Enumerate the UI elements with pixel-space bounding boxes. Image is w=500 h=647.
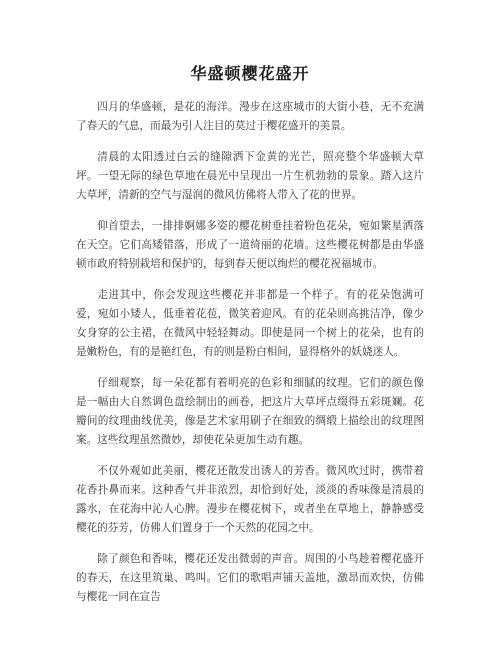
paragraph: 清晨的太阳透过白云的缝隙洒下金黄的光芒，照亮整个华盛顿大草坪。一望无际的绿色草地在晨光中呈现出一片生机勃勃的景象。踏入这片大草坪，清新的空气与湿润的微风仿佛将人带入了花的世界。 (76, 151, 424, 201)
paragraph: 走进其中，你会发现这些樱花并非都是一个样子。有的花朵饱满可爱，宛如小矮人，低垂着花苞，微笑着迎风。有的花朵则高挑洁净，像少女身穿的公主裙，在微风中轻轻舞动。即使是同一个树上的花朵，也有的是嫩粉色，有的是艳红色，有的则是粉白相间，显得格外的妖娆迷人。 (76, 289, 424, 358)
paragraph: 仔细观察，每一朵花都有着明亮的色彩和细腻的纹理。它们的颜色像是一幅由大自然调色盘绘制出的画卷，把这片大草坪点缀得五彩斑斓。花瓣间的纹理曲线优美，像是艺术家用刷子在细致的绸缎上描绘出的纹理图案。这些纹理虽然微妙，却使花朵更加生动有趣。 (76, 377, 424, 446)
paragraph: 仰首望去，一排排婀娜多姿的樱花树垂挂着粉色花朵，宛如繁星洒落在天空。它们高矮错落，形成了一道绮丽的花墙。这些樱花树都是由华盛顿市政府特别栽培和保护的，每到春天便以绚烂的樱花祝福城市。 (76, 220, 424, 270)
paragraph: 四月的华盛顿，是花的海洋。漫步在这座城市的大街小巷，无不充满了春天的气息，而最为引人注目的莫过于樱花盛开的美景。 (76, 101, 424, 132)
paragraph: 除了颜色和香味，樱花还发出微弱的声音。周围的小鸟趁着樱花盛开的春天，在这里筑巢、鸣叫。它们的歌唱声铺天盖地，激昂而欢快，仿佛与樱花一同在宣告 (76, 553, 424, 603)
document-title: 华盛顿樱花盛开 (190, 64, 310, 83)
document-body (76, 98, 424, 607)
paragraph: 不仅外观如此美丽，樱花还散发出诱人的芳香。微风吹过时，携带着花香扑鼻而来。这种香气并非浓烈，却恰到好处，淡淡的香味像是清晨的露水，在花海中沁人心脾。漫步在樱花树下，或者坐在草地上，静静感受樱花的芬芳，仿佛人们置身于一个天然的花园之中。 (76, 465, 424, 534)
